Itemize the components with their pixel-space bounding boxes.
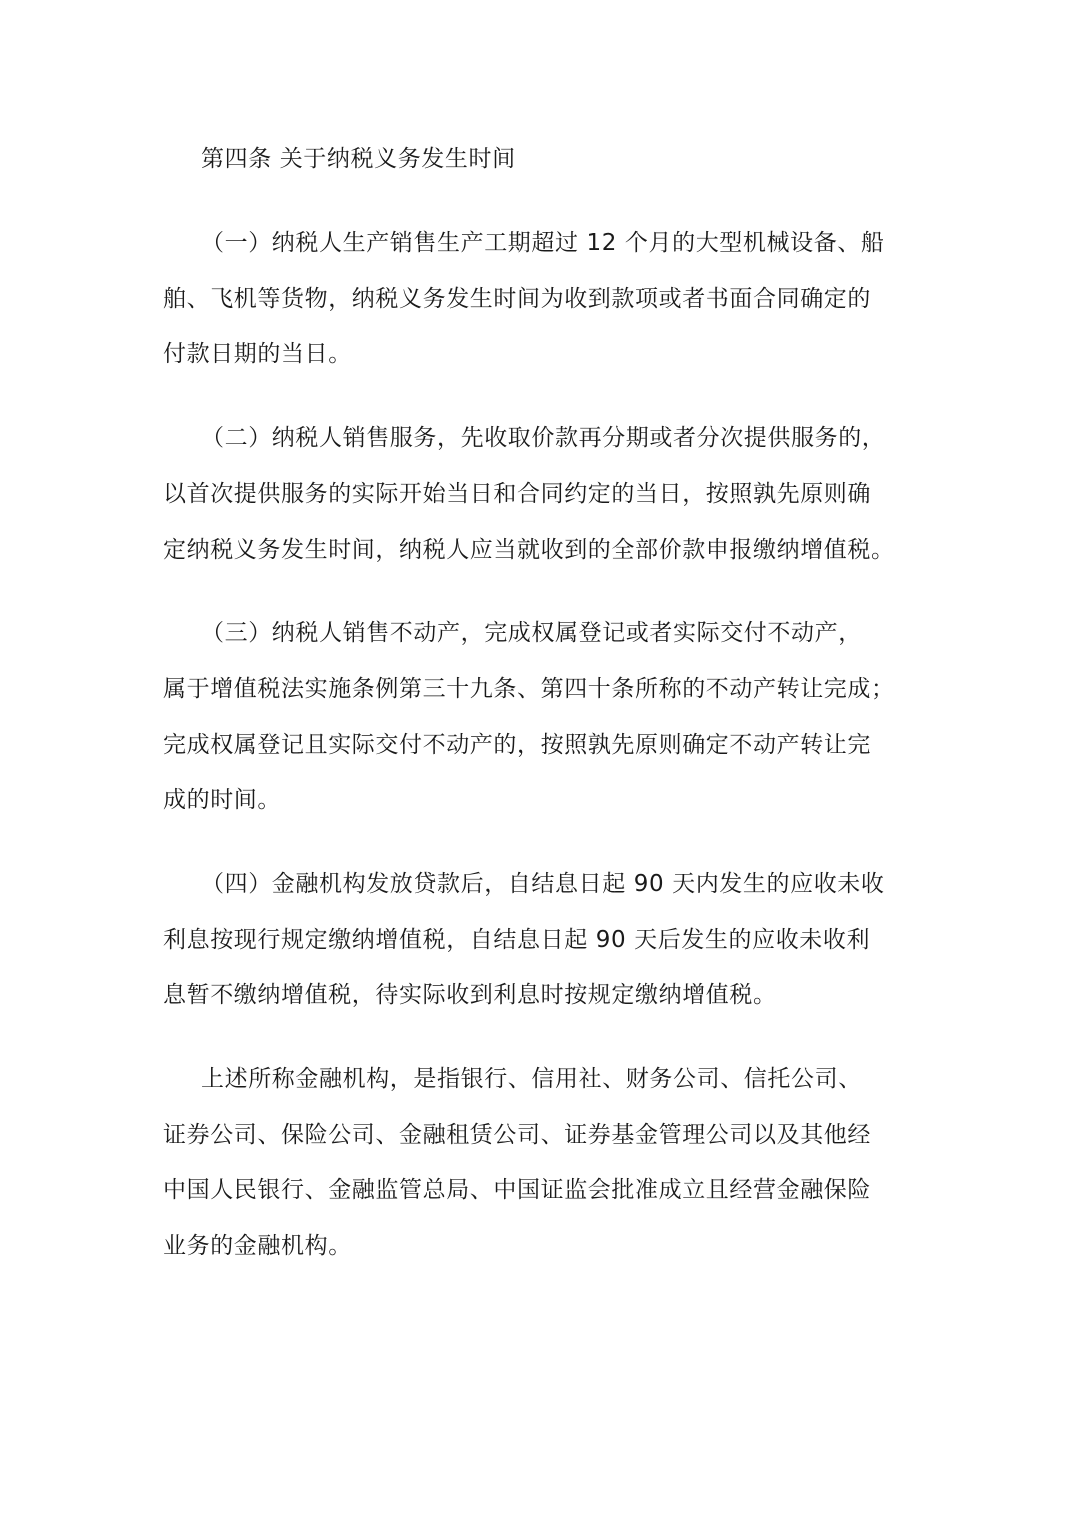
paragraph-line: 定纳税义务发生时间，纳税人应当就收到的全部价款申报缴纳增值税。 xyxy=(163,537,895,563)
paragraph-line: （二）纳税人销售服务，先收取价款再分期或者分次提供服务的， xyxy=(201,425,886,451)
paragraph-line: 完成权属登记且实际交付不动产的，按照孰先原则确定不动产转让完 xyxy=(163,732,871,758)
paragraph-line: 上述所称金融机构，是指银行、信用社、财务公司、信托公司、 xyxy=(201,1066,862,1092)
paragraph-line: 以首次提供服务的实际开始当日和合同约定的当日，按照孰先原则确 xyxy=(163,481,871,507)
paragraph-line: （三）纳税人销售不动产，完成权属登记或者实际交付不动产， xyxy=(201,620,862,646)
paragraph-line: 证券公司、保险公司、金融租赁公司、证券基金管理公司以及其他经 xyxy=(163,1122,871,1148)
paragraph-line: 付款日期的当日。 xyxy=(163,341,352,367)
paragraph-line: 利息按现行规定缴纳增值税，自结息日起 90 天后发生的应收未收利 xyxy=(163,927,871,953)
paragraph-line: （一）纳税人生产销售生产工期超过 12 个月的大型机械设备、船 xyxy=(201,230,885,256)
paragraph-line: 业务的金融机构。 xyxy=(163,1233,352,1259)
paragraph-line: 舶、飞机等货物，纳税义务发生时间为收到款项或者书面合同确定的 xyxy=(163,286,871,312)
paragraph-line: 中国人民银行、金融监管总局、中国证监会批准成立且经营金融保险 xyxy=(163,1177,871,1203)
paragraph-line: 息暂不缴纳增值税，待实际收到利息时按规定缴纳增值税。 xyxy=(163,982,777,1008)
paragraph-line: （四）金融机构发放贷款后，自结息日起 90 天内发生的应收未收 xyxy=(201,871,885,897)
article-heading: 第四条 关于纳税义务发生时间 xyxy=(201,146,516,172)
paragraph-line: 成的时间。 xyxy=(163,787,281,813)
paragraph-line: 属于增值税法实施条例第三十九条、第四十条所称的不动产转让完成； xyxy=(163,676,895,702)
